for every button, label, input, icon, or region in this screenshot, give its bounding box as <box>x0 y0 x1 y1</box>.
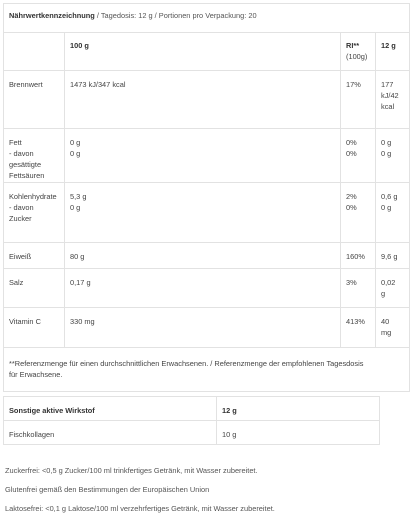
value-per-12g: 9,6 g <box>381 252 398 261</box>
header-per100: 100 g <box>65 33 341 71</box>
nutrient-name: Zucker <box>9 214 32 223</box>
value-per-12g: kcal <box>381 102 395 111</box>
value-per-12g: 177 <box>381 80 394 89</box>
value-per-12g-cell <box>376 243 410 269</box>
nutrition-row <box>4 71 410 129</box>
value-per-100g: 0 g <box>70 138 81 147</box>
nutrition-header-row <box>4 33 410 71</box>
nutrition-body <box>4 71 410 348</box>
ri-percentage: 413% <box>346 317 365 326</box>
active-header-name: Sonstige aktive Wirkstof <box>4 397 217 421</box>
nutrient-name: Kohlenhydrate <box>9 192 57 201</box>
nutrition-row <box>4 243 410 269</box>
nutrition-caption-title: Nährwertkennzeichnung <box>9 11 95 20</box>
nutrient-name: Fettsäuren <box>9 171 45 180</box>
header-ri-unit: (100g) <box>346 52 368 61</box>
value-per-12g-cell <box>376 71 410 129</box>
header-ri <box>341 33 376 71</box>
nutrition-row <box>4 269 410 308</box>
value-per-12g-cell <box>376 269 410 308</box>
value-per-12g: 0 g <box>381 149 392 158</box>
ri-percentage: 2% <box>346 192 357 201</box>
ri-percentage-cell <box>341 183 376 243</box>
value-per-12g-cell <box>376 183 410 243</box>
value-per-100g-cell <box>65 269 341 308</box>
ri-percentage-cell <box>341 243 376 269</box>
value-per-100g-cell <box>65 308 341 348</box>
nutrient-name: Salz <box>9 278 24 287</box>
ri-percentage-cell <box>341 308 376 348</box>
note-lactose-free: Laktosefrei: <0,1 g Laktose/100 ml verzehrfertiges Getränk, mit Wasser zubereitet. <box>5 504 275 513</box>
ri-percentage: 17% <box>346 80 361 89</box>
active-body <box>4 421 380 445</box>
nutrition-row <box>4 183 410 243</box>
nutrient-name: Vitamin C <box>9 317 41 326</box>
value-per-12g: kJ/42 <box>381 91 399 100</box>
nutrient-name-cell <box>4 129 65 183</box>
nutrition-row <box>4 308 410 348</box>
value-per-12g: g <box>381 289 386 298</box>
nutrition-caption-details: / Tagedosis: 12 g / Portionen pro Verpackung: 20 <box>94 11 257 20</box>
value-per-100g: 0 g <box>70 203 81 212</box>
value-per-100g: 0 g <box>70 149 81 158</box>
nutrient-name: Brennwert <box>9 80 43 89</box>
note-sugar-free: Zuckerfrei: <0,5 g Zucker/100 ml trinkfertiges Getränk, mit Wasser zubereitet. <box>5 466 258 475</box>
nutrient-name: - davon <box>9 203 34 212</box>
value-per-12g: mg <box>381 328 392 337</box>
nutrient-name: Eiweiß <box>9 252 32 261</box>
value-per-100g: 0,17 g <box>70 278 91 287</box>
nutrient-name-cell <box>4 269 65 308</box>
value-per-100g: 80 g <box>70 252 85 261</box>
footnote-line: für Erwachsene. <box>9 370 63 379</box>
active-ingredients-table <box>3 396 380 445</box>
nutrition-row <box>4 129 410 183</box>
nutrition-caption <box>4 4 410 33</box>
nutrient-name-cell <box>4 71 65 129</box>
footnote-cell <box>4 348 410 392</box>
ri-percentage-cell <box>341 71 376 129</box>
active-row <box>4 421 380 445</box>
ri-percentage: 160% <box>346 252 365 261</box>
value-per-12g: 0,6 g <box>381 192 398 201</box>
value-per-12g-cell <box>376 129 410 183</box>
value-per-100g-cell <box>65 183 341 243</box>
nutrient-name-cell <box>4 183 65 243</box>
ri-percentage: 0% <box>346 149 357 158</box>
value-per-12g-cell <box>376 308 410 348</box>
value-per-100g-cell <box>65 129 341 183</box>
ri-percentage-cell <box>341 269 376 308</box>
value-per-100g: 1473 kJ/347 kcal <box>70 80 126 89</box>
value-per-100g-cell <box>65 243 341 269</box>
value-per-12g: 0,02 <box>381 278 396 287</box>
nutrition-table <box>3 3 410 392</box>
active-ingredient-value: 10 g <box>217 421 380 445</box>
value-per-100g: 330 mg <box>70 317 95 326</box>
value-per-12g: 0 g <box>381 138 392 147</box>
header-empty-cell <box>4 33 65 71</box>
header-ri-label: RI** <box>346 41 360 50</box>
value-per-12g: 40 <box>381 317 390 326</box>
nutrient-name: Fett <box>9 138 22 147</box>
nutrient-name: gesättigte <box>9 160 42 169</box>
ri-percentage: 3% <box>346 278 357 287</box>
nutrient-name-cell <box>4 243 65 269</box>
value-per-100g-cell <box>65 71 341 129</box>
active-header-row <box>4 397 380 421</box>
nutrient-name-cell <box>4 308 65 348</box>
active-header-value: 12 g <box>217 397 380 421</box>
ri-percentage: 0% <box>346 203 357 212</box>
note-gluten-free: Glutenfrei gemäß den Bestimmungen der Europäischen Union <box>5 485 210 494</box>
value-per-12g: 0 g <box>381 203 392 212</box>
active-ingredient-name: Fischkollagen <box>4 421 217 445</box>
ri-percentage: 0% <box>346 138 357 147</box>
value-per-100g: 5,3 g <box>70 192 87 201</box>
nutrition-caption-row <box>4 4 410 33</box>
nutrient-name: - davon <box>9 149 34 158</box>
footnote-row <box>4 348 410 392</box>
header-per12: 12 g <box>376 33 410 71</box>
footnote-line: **Referenzmenge für einen durchschnittlichen Erwachsenen. / Referenzmenge der empfohlenen Tagesdosis <box>9 359 364 368</box>
ri-percentage-cell <box>341 129 376 183</box>
